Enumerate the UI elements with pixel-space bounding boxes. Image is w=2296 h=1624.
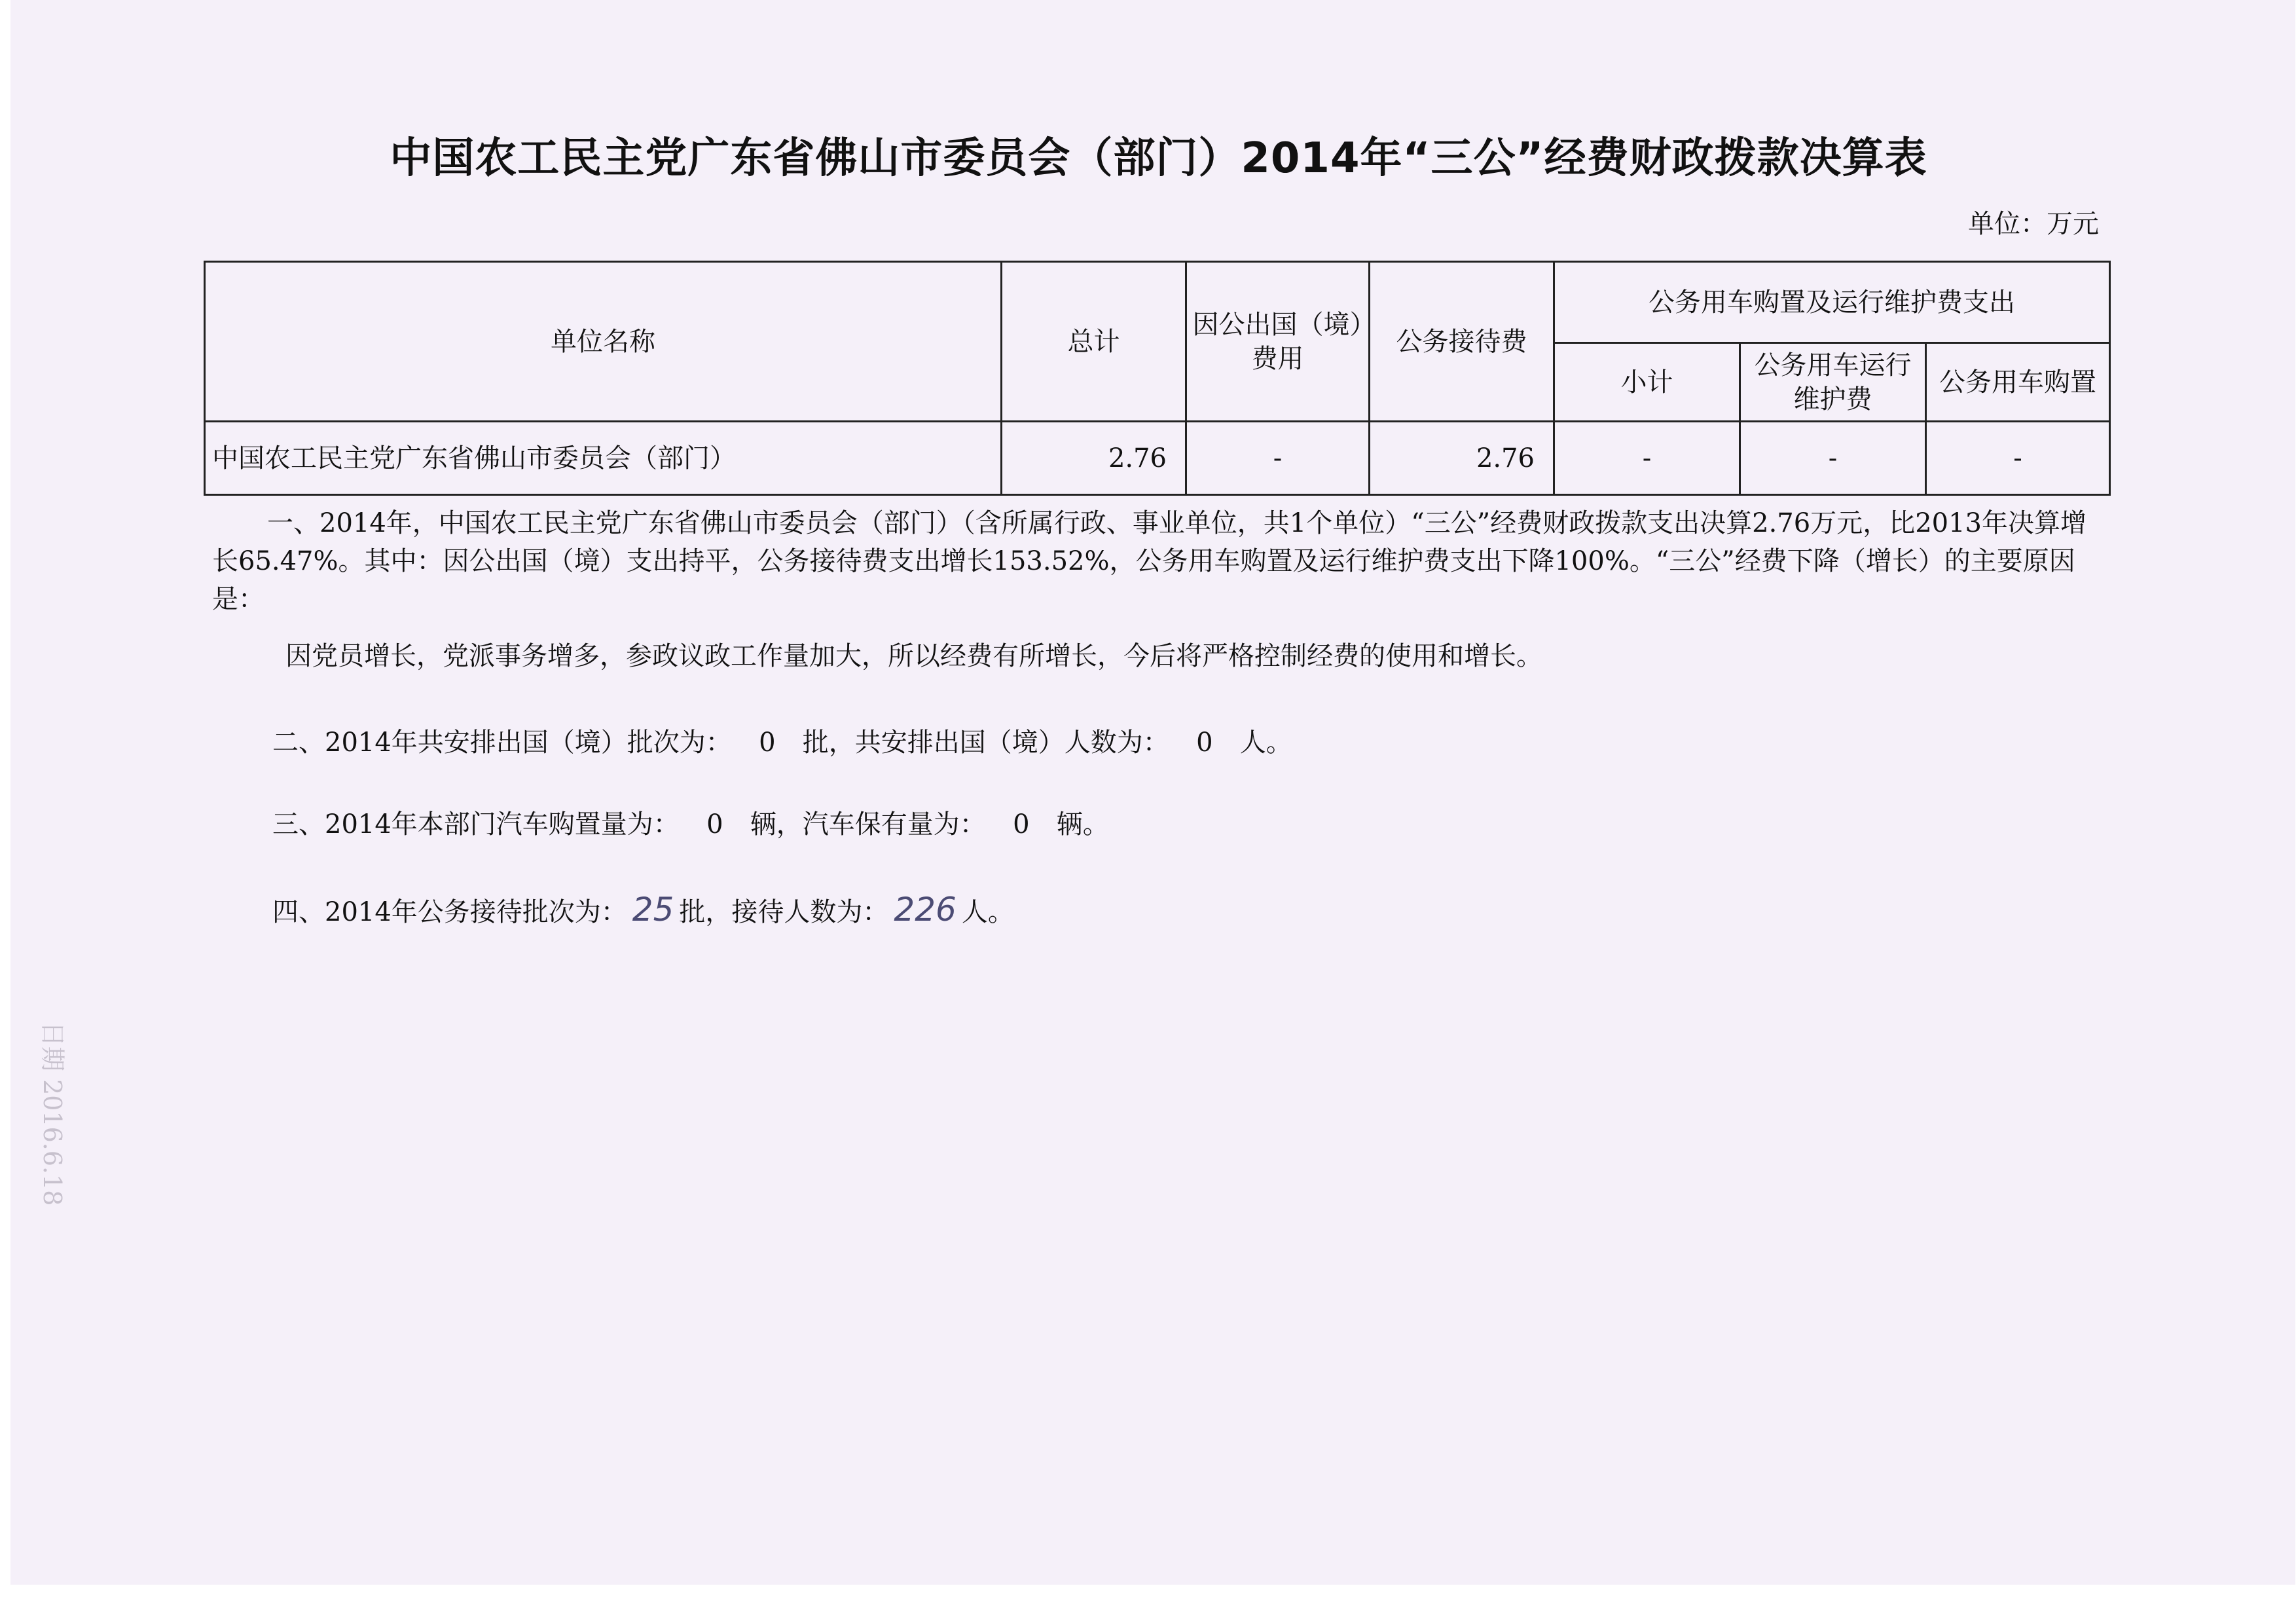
p3-middle: 辆，汽车保有量为： [750,809,986,840]
note-paragraph-4 [272,886,1014,934]
p2-prefix: 二、2014年共安排出国（境）批次为： [272,728,732,758]
cell-reception: 2.76 [1370,422,1554,495]
unit-label: 单位：万元 [1968,209,2099,239]
p2-batches: 0 [759,728,776,758]
cell-unit-name: 中国农工民主党广东省佛山市委员会（部门） [205,422,1002,495]
cell-total: 2.76 [1002,422,1186,495]
header-total: 总计 [1002,262,1186,422]
cell-abroad: - [1186,422,1370,495]
header-subtotal: 小计 [1554,343,1740,422]
header-vehicle-operation: 公务用车运行维护费 [1740,343,1926,422]
p2-suffix: 人。 [1239,728,1292,758]
p3-prefix: 三、2014年本部门汽车购置量为： [272,809,680,840]
header-vehicle-purchase: 公务用车购置 [1926,343,2110,422]
date-stamp: 日期 2016.6.18 [38,1022,67,1206]
header-vehicle-group: 公务用车购置及运行维护费支出 [1554,262,2110,343]
header-abroad: 因公出国（境）费用 [1186,262,1370,422]
note-paragraph-3 [272,805,1109,843]
p3-purchased: 0 [706,809,723,840]
p2-middle: 批，共安排出国（境）人数为： [802,728,1169,758]
document-page [10,0,2295,1585]
document-title: 中国农工民主党广东省佛山市委员会（部门）2014年“三公”经费财政拨款决算表 [390,134,1927,183]
p4-prefix: 四、2014年公务接待批次为： [272,897,627,927]
cell-subtotal: - [1554,422,1740,495]
table-row [205,422,2110,495]
p4-batches-handwritten: 25 [632,891,674,929]
header-row [205,262,2110,343]
header-unit-name: 单位名称 [205,262,1002,422]
cell-vehicle-operation: - [1740,422,1926,495]
p4-middle: 批，接待人数为： [679,897,889,927]
p4-people-handwritten: 226 [894,891,957,929]
cell-vehicle-purchase: - [1926,422,2110,495]
p4-suffix: 人。 [961,897,1014,927]
expenses-table [204,261,2111,496]
note-paragraph-2 [272,724,1292,762]
note-reason: 因党员增长，党派事务增多，参政议政工作量加大，所以经费有所增长，今后将严格控制经费的使用和增长。 [285,641,1542,671]
note-paragraph-1: 一、2014年，中国农工民主党广东省佛山市委员会（部门）（含所属行政、事业单位，共1个单位）“三公”经费财政拨款支出决算2.76万元，比2013年决算增长65.47%。其中：因公出国（境）支出持平，公务接待费支出增长153.52%，公务用车购置及运行维护费支出下降100%。“三公”经费下降（增长）的主要原因是： [212,508,2087,614]
p2-people: 0 [1196,728,1213,758]
p3-owned: 0 [1013,809,1030,840]
p3-suffix: 辆。 [1056,809,1109,840]
header-reception: 公务接待费 [1370,262,1554,422]
